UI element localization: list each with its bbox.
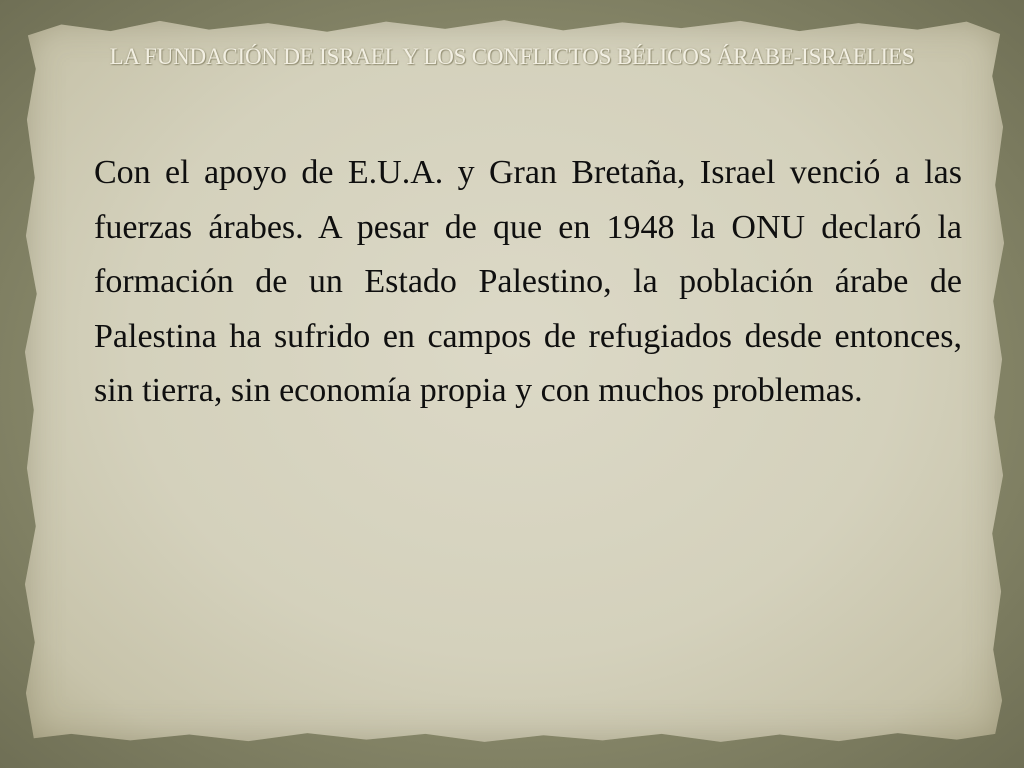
slide-title: LA FUNDACIÓN DE ISRAEL Y LOS CONFLICTOS BÉLICOS ÁRABE-ISRAELIES	[109, 44, 915, 69]
slide-body-text: Con el apoyo de E.U.A. y Gran Bretaña, Israel venció a las fuerzas árabes. A pesar de que en 1948 la ONU declaró la formación de un Estado Palestino, la población árabe de Palestina ha sufrido en campos de refugiados desde entonces, sin tierra, sin economía propia y con muchos problemas.	[94, 154, 962, 409]
